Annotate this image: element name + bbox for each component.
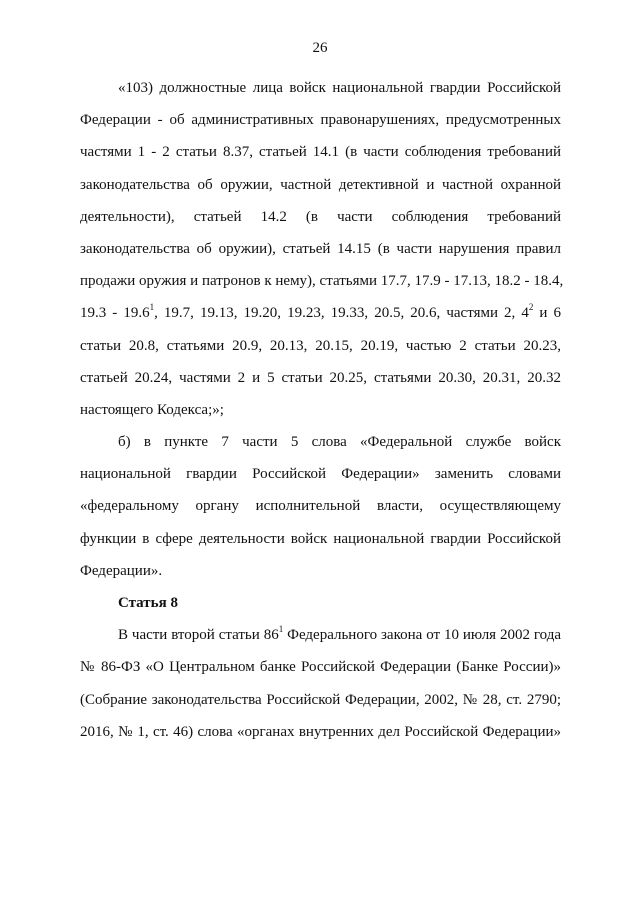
text-line: «федеральному органу исполнительной власти, осуществляющему bbox=[80, 498, 561, 515]
article-heading bbox=[80, 587, 561, 619]
document-body bbox=[80, 72, 564, 748]
text-line: 2016, № 1, ст. 46) слова «органах внутренних дел Российской Федерации» bbox=[80, 723, 561, 740]
text-fragment: Федерального закона от 10 июля 2002 года bbox=[283, 627, 561, 644]
text-line: законодательства об оружии, частной детективной и частной охранной bbox=[80, 176, 561, 193]
text-line-with-superscripts bbox=[80, 297, 561, 329]
text-line-with-superscript bbox=[80, 619, 561, 651]
superscript: 2 bbox=[528, 302, 534, 313]
text-line: частями 1 - 2 статьи 8.37, статьей 14.1 (в части соблюдения требований bbox=[80, 144, 561, 161]
text-line: Федерации - об административных правонарушениях, предусмотренных bbox=[80, 112, 561, 129]
text-line: статьей 20.24, частями 2 и 5 статьи 20.25, статьями 20.30, 20.31, 20.32 bbox=[80, 369, 561, 386]
text-line: деятельности), статьей 14.2 (в части соблюдения требований bbox=[80, 208, 561, 225]
paragraph-article-8 bbox=[80, 619, 561, 748]
text-line: № 86-ФЗ «О Центральном банке Российской Федерации (Банке России)» bbox=[80, 659, 561, 676]
article-title: Статья 8 bbox=[118, 595, 178, 611]
text-line: функции в сфере деятельности войск национальной гвардии Российской bbox=[80, 530, 561, 547]
text-fragment: В части второй статьи 86 bbox=[118, 627, 279, 644]
text-line: национальной гвардии Российской Федерации» заменить словами bbox=[80, 466, 561, 483]
page-number: 26 bbox=[312, 40, 328, 56]
text-line: б) в пункте 7 части 5 слова «Федеральной службе войск bbox=[118, 434, 561, 451]
text-line: «103) должностные лица войск национальной гвардии Российской bbox=[118, 80, 561, 96]
text-line: (Собрание законодательства Российской Федерации, 2002, № 28, ст. 2790; bbox=[80, 691, 561, 708]
superscript: 1 bbox=[278, 624, 284, 635]
paragraph-item-103 bbox=[80, 72, 564, 426]
text-line: законодательства об оружии), статьей 14.15 (в части нарушения правил bbox=[80, 240, 561, 257]
text-line: статьи 20.8, статьями 20.9, 20.13, 20.15, 20.19, частью 2 статьи 20.23, bbox=[80, 337, 561, 354]
text-fragment: , 19.7, 19.13, 19.20, 19.23, 19.33, 20.5, 20.6, частями 2, 4 bbox=[154, 305, 529, 322]
superscript: 1 bbox=[149, 302, 155, 313]
text-fragment: и 6 bbox=[533, 305, 562, 322]
text-fragment: 19.3 - 19.6 bbox=[80, 305, 150, 322]
text-line: продажи оружия и патронов к нему), статьями 17.7, 17.9 - 17.13, 18.2 - 18.4, bbox=[80, 273, 564, 290]
text-line: настоящего Кодекса;»; bbox=[80, 401, 224, 418]
text-line: Федерации». bbox=[80, 562, 163, 579]
paragraph-item-b bbox=[80, 426, 561, 587]
